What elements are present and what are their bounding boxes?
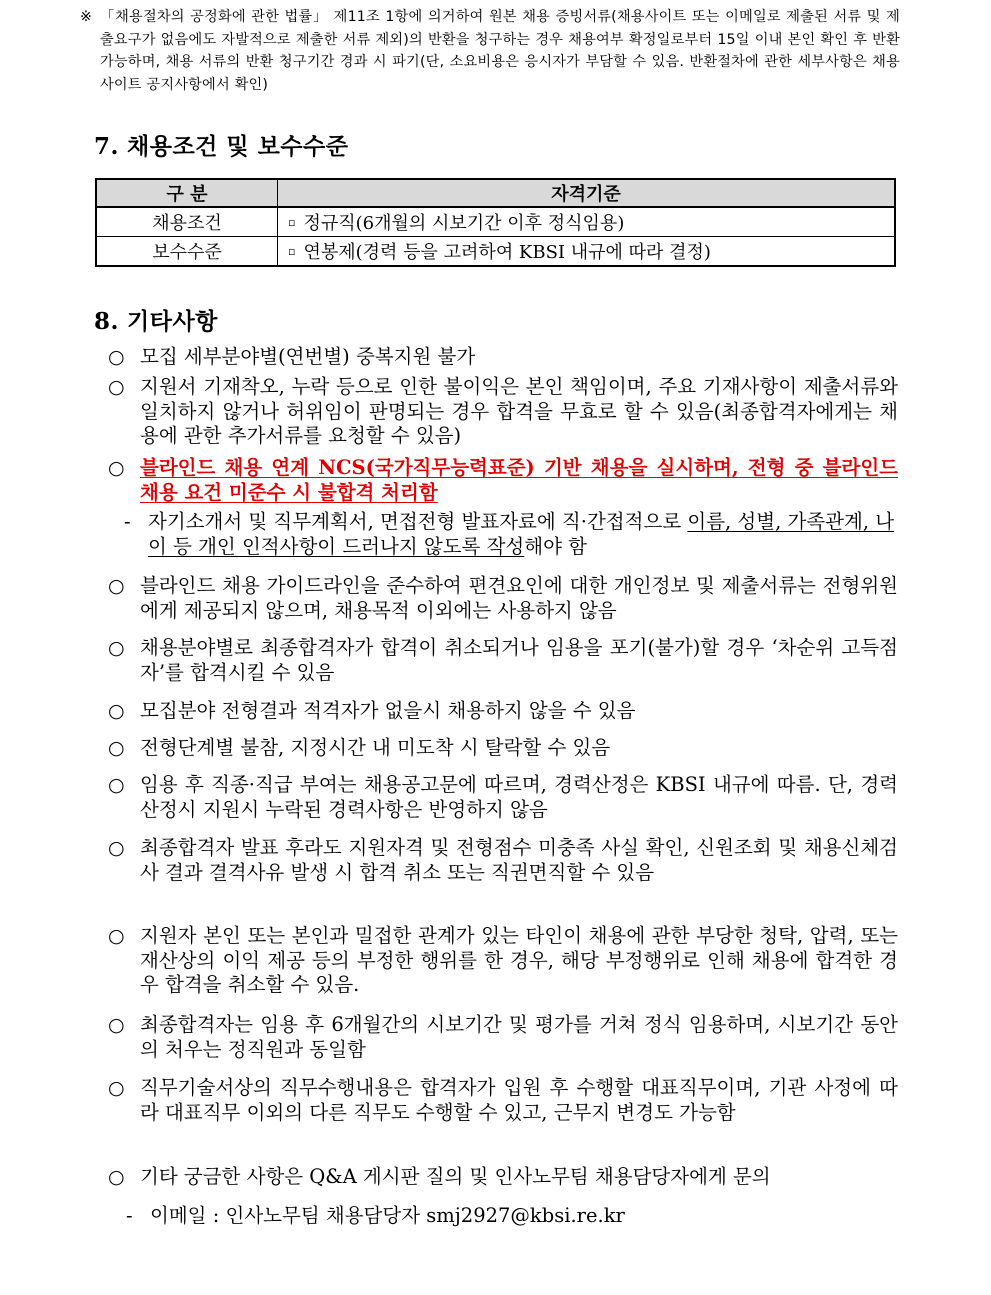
row-value-text: 정규직(6개월의 시보기간 이후 정식임용) bbox=[303, 213, 625, 234]
list-item-text: 지원자 본인 또는 본인과 밀접한 관계가 있는 타인이 채용에 관한 부당한 청탁, 압력, 또는 재산상의 이익 제공 등의 부정한 행위를 한 경우, 해당 부정행위로 인해 채용에 합격한 경우 합격을 취소할 수 있음. bbox=[140, 924, 898, 996]
section-7-title: 채용조건 및 보수수준 bbox=[127, 133, 349, 160]
section-7-number: 7. bbox=[94, 133, 120, 160]
sub-item-text-part: 해야 함 bbox=[524, 534, 587, 558]
dash-bullet: - bbox=[126, 1204, 133, 1227]
list-item bbox=[108, 924, 898, 998]
contact-email-text: 이메일 : 인사노무팀 채용담당자 smj2927@kbsi.re.kr bbox=[150, 1204, 625, 1227]
circle-bullet-icon: ○ bbox=[108, 457, 125, 479]
circle-bullet-icon: ○ bbox=[108, 1014, 125, 1036]
list-item bbox=[108, 1013, 898, 1062]
list-item-text: 전형단계별 불참, 지정시간 내 미도착 시 탈락할 수 있음 bbox=[140, 736, 611, 759]
sub-item-text-part: 자기소개서 및 직무계획서, 면접전형 발표자료에 직·간접적으로 bbox=[148, 510, 688, 533]
list-item bbox=[108, 773, 898, 822]
circle-bullet-icon: ○ bbox=[108, 575, 125, 597]
row-value-text: 연봉제(경력 등을 고려하여 KBSI 내규에 따라 결정) bbox=[303, 242, 711, 263]
list-item-text: 채용분야별로 최종합격자가 합격이 취소되거나 임용을 포기(불가)할 경우 ‘차순위 고득점자’를 합격시킬 수 있음 bbox=[140, 636, 898, 684]
list-item-text: 모집 세부분야별(연번별) 중복지원 불가 bbox=[140, 345, 476, 368]
list-item bbox=[108, 836, 898, 885]
row-value bbox=[278, 237, 896, 267]
list-item-text: 최종합격자는 임용 후 6개월간의 시보기간 및 평가를 거쳐 정식 임용하며, 시보기간 동안의 처우는 정직원과 동일함 bbox=[140, 1013, 898, 1061]
notice-text: 「채용절차의 공정화에 관한 법률」 제11조 1항에 의거하여 원본 채용 증빙서류(채용사이트 또는 이메일로 제출된 서류 및 제출요구가 없음에도 자발적으로 제출한 서류 제외)의 반환을 청구하는 경우 채용여부 확정일로부터 15일 이내 본인 확인 후 반환 가능하며, 채용 서류의 반환 청구기간 경과 시 파기(단, 소요비용은 응시자가 부담할 수 있음. 반환절차에 관한 세부사항은 채용사이트 공지사항에서 확인) bbox=[100, 9, 900, 93]
circle-bullet-icon: ○ bbox=[108, 774, 125, 796]
section-8-heading bbox=[94, 303, 218, 336]
table-header-row bbox=[96, 179, 895, 207]
header-criteria: 자격기준 bbox=[278, 179, 896, 207]
list-item-text: 지원서 기재착오, 누락 등으로 인한 불이익은 본인 책임이며, 주요 기재사항이 제출서류와 일치하지 않거나 허위임이 판명되는 경우 합격을 무효로 할 수 있음(최종합격자에게는 채용에 관한 추가서류를 요청할 수 있음) bbox=[140, 375, 898, 447]
row-label: 채용조건 bbox=[96, 207, 278, 237]
list-item-text: 모집분야 전형결과 적격자가 없을시 채용하지 않을 수 있음 bbox=[140, 699, 636, 722]
circle-bullet-icon: ○ bbox=[108, 700, 125, 722]
table-row bbox=[96, 207, 895, 237]
circle-bullet-icon: ○ bbox=[108, 346, 125, 368]
list-item-text-highlight: 블라인드 채용 연계 NCS(국가직무능력표준) 기반 채용을 실시하며, 전형 중 블라인드 채용 요건 미준수 시 불합격 처리함 bbox=[140, 456, 898, 504]
table-row bbox=[96, 237, 895, 267]
row-label: 보수수준 bbox=[96, 237, 278, 267]
list-item-text: 임용 후 직종·직급 부여는 채용공고문에 따르며, 경력산정은 KBSI 내규에 따름. 단, 경력산정시 지원시 누락된 경력사항은 반영하지 않음 bbox=[140, 773, 898, 821]
list-item-text: 직무기술서상의 직무수행내용은 합격자가 입원 후 수행할 대표직무이며, 기관 사정에 따라 대표직무 이외의 다른 직무도 수행할 수 있고, 근무지 변경도 가능함 bbox=[140, 1076, 898, 1124]
list-item bbox=[108, 736, 898, 761]
list-item bbox=[108, 345, 898, 370]
row-value bbox=[278, 207, 896, 237]
sub-item-text bbox=[148, 510, 898, 559]
dash-bullet: - bbox=[124, 510, 131, 533]
list-item-text: 기타 궁금한 사항은 Q&A 게시판 질의 및 인사노무팀 채용담당자에게 문의 bbox=[140, 1165, 771, 1188]
list-item-text: 블라인드 채용 가이드라인을 준수하여 편견요인에 대한 개인정보 및 제출서류는 전형위원에게 제공되지 않으며, 채용목적 이외에는 사용하지 않음 bbox=[140, 574, 898, 622]
circle-bullet-icon: ○ bbox=[108, 737, 125, 759]
section-7-heading bbox=[94, 128, 349, 161]
list-item bbox=[108, 375, 898, 449]
circle-bullet-icon: ○ bbox=[108, 637, 125, 659]
list-item bbox=[108, 1165, 898, 1190]
circle-bullet-icon: ○ bbox=[108, 1166, 125, 1188]
list-item bbox=[108, 574, 898, 623]
sub-item-text-underlined: 이름, 성별, 가족관계, 나이 등 개인 인적사항이 드러나지 않도록 작성 bbox=[148, 510, 895, 558]
list-item-text: 최종합격자 발표 후라도 지원자격 및 전형점수 미충족 사실 확인, 신원조회 및 채용신체검사 결과 결격사유 발생 시 합격 취소 또는 직권면직할 수 있음 bbox=[140, 836, 898, 884]
circle-bullet-icon: ○ bbox=[108, 837, 125, 859]
circle-bullet-icon: ○ bbox=[108, 925, 125, 947]
bullet-icon: ▫ bbox=[288, 245, 296, 258]
sub-item bbox=[124, 510, 898, 559]
section-8-title: 기타사항 bbox=[127, 308, 218, 335]
reference-mark: ※ bbox=[80, 9, 93, 25]
return-documents-notice bbox=[80, 6, 900, 96]
employment-conditions-table bbox=[95, 178, 896, 267]
contact-email-line bbox=[126, 1204, 826, 1229]
list-item bbox=[108, 636, 898, 685]
list-item-blind-hiring bbox=[108, 456, 898, 505]
circle-bullet-icon: ○ bbox=[108, 376, 125, 398]
circle-bullet-icon: ○ bbox=[108, 1077, 125, 1099]
bullet-icon: ▫ bbox=[288, 216, 296, 229]
section-8-number: 8. bbox=[94, 308, 120, 335]
header-category: 구 분 bbox=[96, 179, 278, 207]
list-item bbox=[108, 699, 898, 724]
list-item bbox=[108, 1076, 898, 1125]
